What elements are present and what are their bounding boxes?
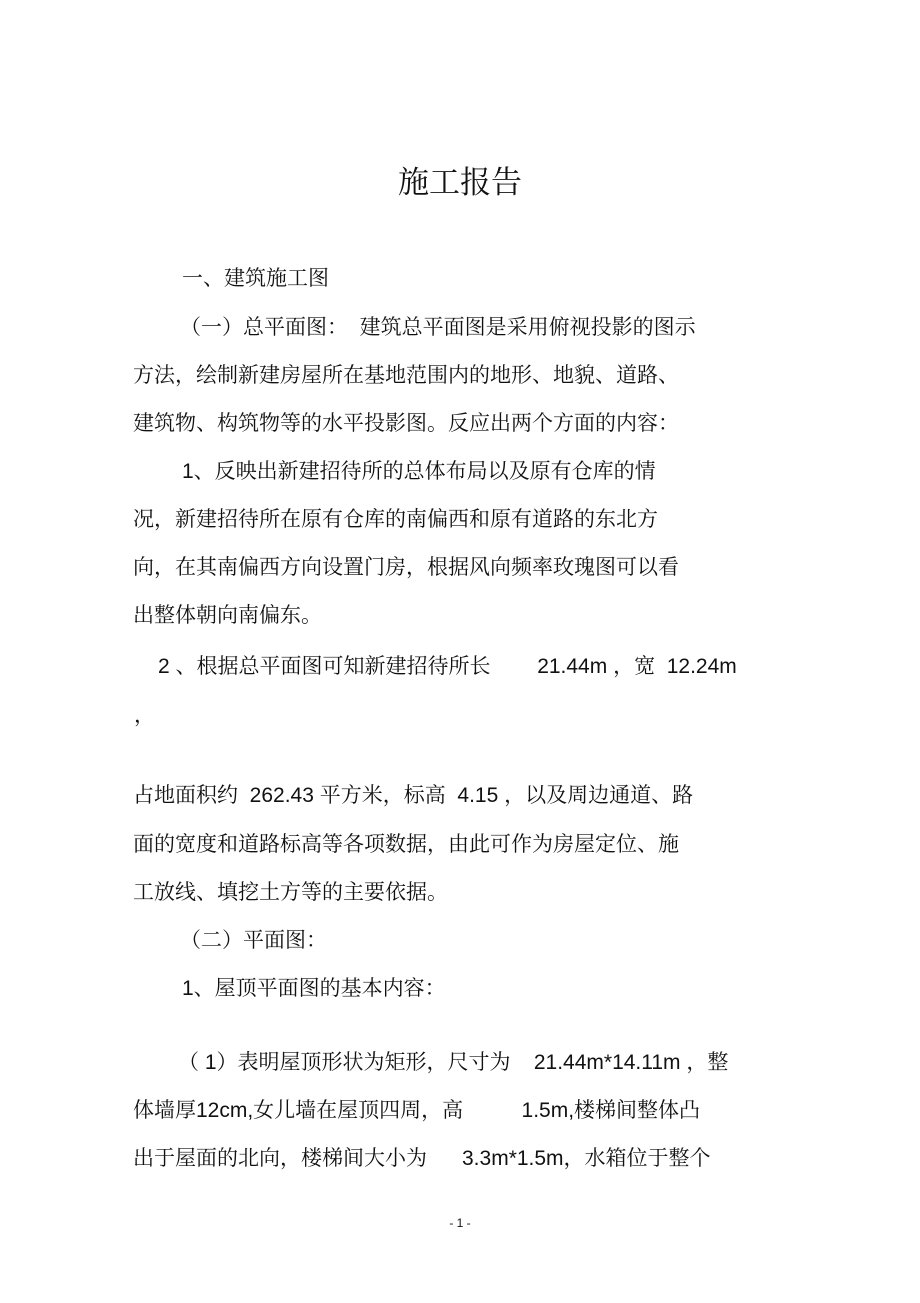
paragraph-line: 1、反映出新建招待所的总体布局以及原有仓库的情 [182, 460, 656, 483]
paragraph-line: 面的宽度和道路标高等各项数据，由此可作为房屋定位、施 [133, 833, 679, 856]
page-number: - 1 - [449, 1216, 471, 1230]
paragraph-line: ， [134, 704, 155, 727]
subsection-heading: 1、屋顶平面图的基本内容： [182, 977, 446, 1000]
paragraph-line: 体墙厚12cm,女儿墙在屋顶四周，高 1.5m,楼梯间整体凸 [133, 1099, 701, 1122]
paragraph-line: 方法，绘制新建房屋所在基地范围内的地形、地貌、道路、 [133, 364, 679, 387]
paragraph-line: 向，在其南偏西方向设置门房，根据风向频率玫瑰图可以看 [133, 556, 679, 579]
page-title: 施工报告 [398, 165, 522, 200]
paragraph-line: 出整体朝向南偏东。 [133, 604, 322, 627]
paragraph-line: （ 1）表明屋顶形状为矩形，尺寸为 21.44m*14.11m ，整 [178, 1051, 729, 1074]
section-heading: （二）平面图： [180, 929, 327, 952]
paragraph-line: 况，新建招待所在原有仓库的南偏西和原有道路的东北方 [133, 508, 658, 531]
paragraph-line: 建筑物、构筑物等的水平投影图。反应出两个方面的内容： [133, 412, 679, 435]
paragraph-line: 出于屋面的北向，楼梯间大小为 3.3m*1.5m，水箱位于整个 [133, 1147, 711, 1170]
paragraph-line: （一）总平面图： 建筑总平面图是采用俯视投影的图示 [180, 316, 696, 339]
paragraph-line: 工放线、填挖土方等的主要依据。 [133, 881, 448, 904]
paragraph-line: 占地面积约 262.43 平方米，标高 4.15 ，以及周边通道、路 [133, 784, 694, 807]
paragraph-line: 2 、根据总平面图可知新建招待所长 21.44m ，宽 12.24m [158, 655, 737, 678]
section-heading: 一、建筑施工图 [182, 267, 329, 290]
